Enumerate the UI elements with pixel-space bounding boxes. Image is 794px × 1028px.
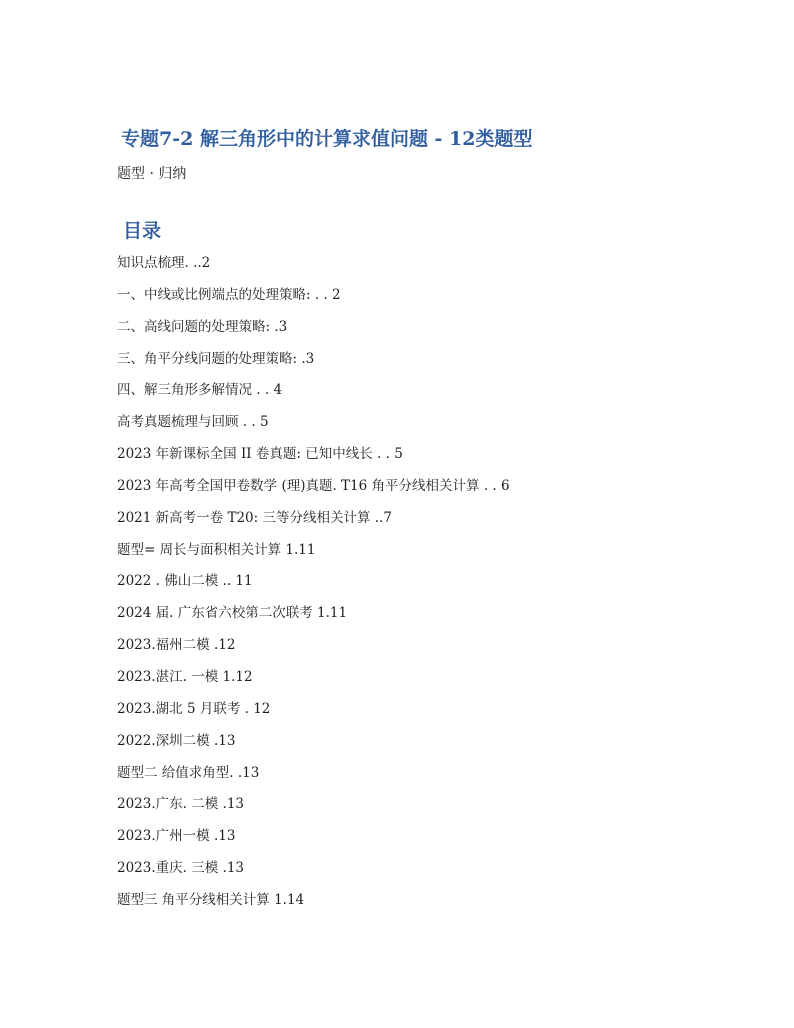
toc-entry[interactable]: 2022 . 佛山二模 .. 11 bbox=[117, 573, 253, 590]
toc-entry[interactable]: 2023.湛江. 一模 1.12 bbox=[117, 668, 253, 685]
toc-entry[interactable]: 2023 年高考全国甲卷数学 (理)真题. T16 角平分线相关计算 . . 6 bbox=[117, 477, 510, 494]
toc-entry[interactable]: 题型三 角平分线相关计算 1.14 bbox=[117, 891, 305, 908]
toc-entry[interactable]: 知识点梳理. ..2 bbox=[117, 255, 211, 271]
toc-entry[interactable]: 三、角平分线问题的处理策略: .3 bbox=[117, 350, 315, 367]
toc-entry[interactable]: 2023 年新课标全国 II 卷真题: 已知中线长 . . 5 bbox=[117, 446, 403, 463]
toc-entry[interactable]: 2023.广州一模 .13 bbox=[117, 828, 236, 845]
toc-entry[interactable]: 2023.福州二模 .12 bbox=[117, 637, 236, 654]
toc-entry[interactable]: 二、高线问题的处理策略: .3 bbox=[117, 318, 288, 335]
toc-entry[interactable]: 2024 届. 广东省六校第二次联考 1.11 bbox=[117, 605, 348, 622]
toc-entry[interactable]: 2023.广东. 二模 .13 bbox=[117, 796, 244, 813]
toc-entry[interactable]: 2023.重庆. 三模 .13 bbox=[117, 860, 244, 877]
toc-entry[interactable]: 2021 新高考一卷 T20: 三等分线相关计算 ..7 bbox=[117, 509, 392, 526]
document-subtitle: 题型 · 归纳 bbox=[117, 166, 187, 182]
toc-entry[interactable]: 高考真题梳理与回顾 . . 5 bbox=[117, 414, 269, 431]
table-of-contents bbox=[117, 252, 510, 921]
toc-entry[interactable]: 一、中线或比例端点的处理策略: . . 2 bbox=[117, 286, 341, 303]
toc-heading: 目录 bbox=[123, 220, 162, 242]
document-title: 专题7-2 解三角形中的计算求值问题 - 12类题型 bbox=[121, 128, 533, 150]
toc-entry[interactable]: 题型= 周长与面积相关计算 1.11 bbox=[117, 541, 316, 558]
toc-entry[interactable]: 2022.深圳二模 .13 bbox=[117, 732, 236, 749]
toc-entry[interactable]: 2023.湖北 5 月联考 . 12 bbox=[117, 700, 271, 717]
toc-entry[interactable]: 题型二 给值求角型. .13 bbox=[117, 764, 260, 781]
toc-entry[interactable]: 四、解三角形多解情况 . . 4 bbox=[117, 382, 283, 399]
